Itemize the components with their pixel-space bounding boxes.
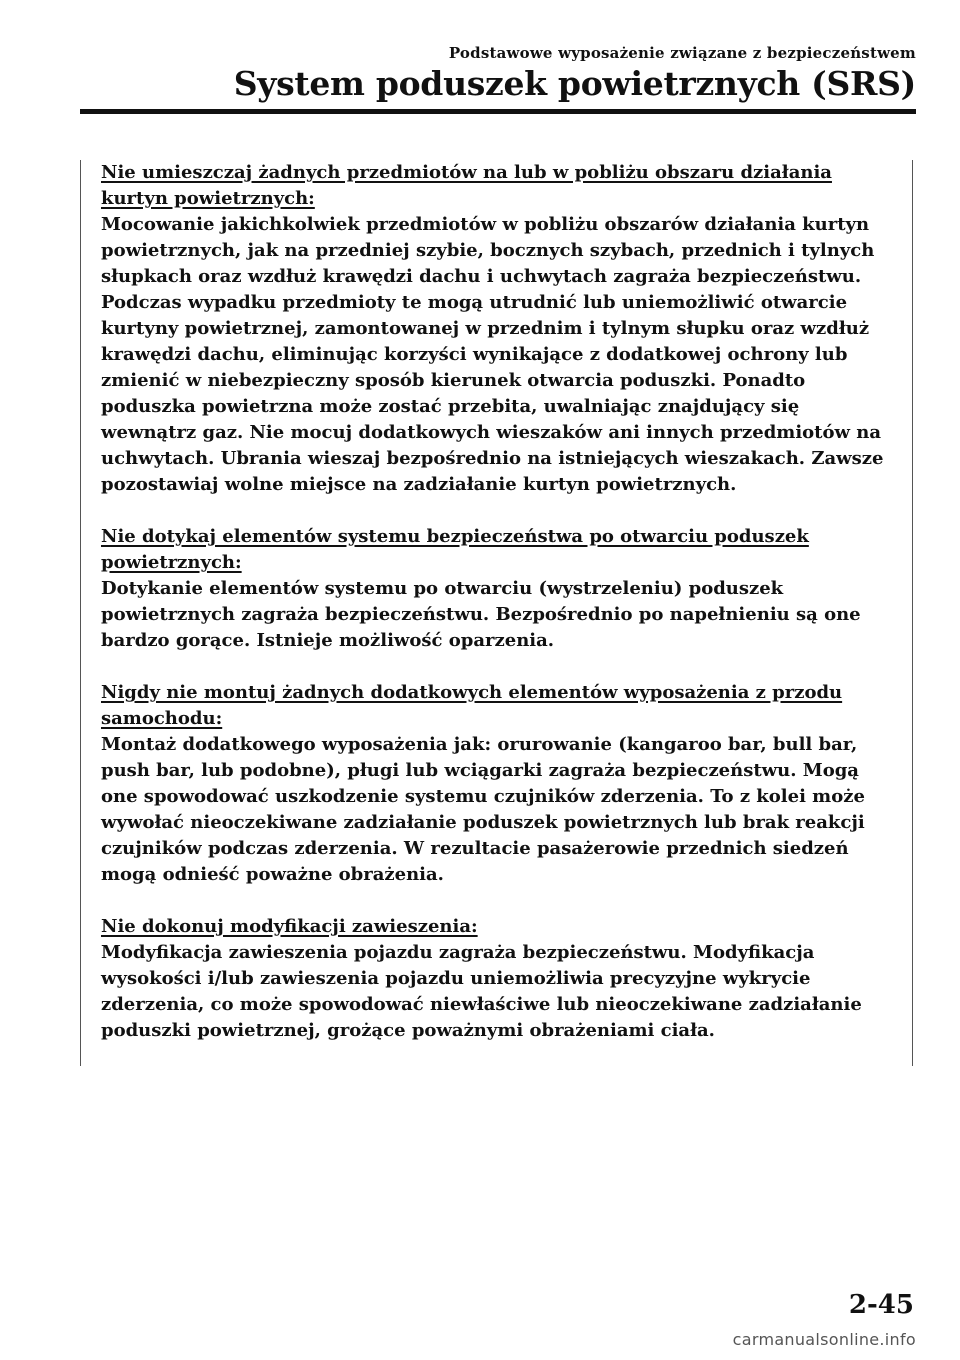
section-heading: Nie dotykaj elementów systemu bezpieczeństwa po otwarciu poduszek powietrznych: [101,526,809,573]
section-front-accessories [101,680,891,888]
section-heading: Nie umieszczaj żadnych przedmiotów na lub w pobliżu obszaru działania kurtyn powietrznych: [101,162,832,209]
page-number: 2-45 [848,1290,914,1320]
section-heading: Nigdy nie montuj żadnych dodatkowych elementów wyposażenia z przodu samochodu: [101,682,843,729]
warning-content [101,160,891,1044]
section-body: Dotykanie elementów systemu po otwarciu (wystrzeleniu) poduszek powietrznych zagraża bezpieczeństwu. Bezpośrednio po napełnieniu są one bardzo gorące. Istnieje możliwość oparzenia. [101,578,861,651]
section-body: Mocowanie jakichkolwiek przedmiotów w pobliżu obszarów działania kurtyn powietrznych, jak na przedniej szybie, bocznych szybach, przednich i tylnych słupkach oraz wzdłuż krawędzi dachu i uchwytach zagraża bezpieczeństwu. Podczas wypadku przedmioty te mogą utrudnić lub uniemożliwić otwarcie kurtyny powietrznej, zamontowanej w przednim i tylnym słupku oraz wzdłuż krawędzi dachu, eliminując korzyści wynikające z dodatkowej ochrony lub zmienić w niebezpieczny sposób kierunek otwarcia poduszki. Ponadto poduszka powietrzna może zostać przebita, uwalniając znajdujący się wewnątrz gaz. Nie mocuj dodatkowych wieszaków ani innych przedmiotów na uchwytach. Ubrania wieszaj bezpośrednio na istniejących wieszakach. Zawsze pozostawiaj wolne miejsce na zadziałanie kurtyn powietrznych. [101,214,884,495]
section-suspension [101,914,891,1044]
header-subtitle: Podstawowe wyposażenie związane z bezpieczeństwem [448,44,916,62]
section-curtain-airbags [101,160,891,498]
header-title: System poduszek powietrznych (SRS) [233,64,916,103]
section-body: Montaż dodatkowego wyposażenia jak: orurowanie (kangaroo bar, bull bar, push bar, lub podobne), pługi lub wciągarki zagraża bezpieczeństwu. Mogą one spowodować uszkodzenie systemu czujników zderzenia. To z kolei może wywołać nieoczekiwane zadziałanie poduszek powietrznych lub brak reakcji czujników podczas zderzenia. W rezultacie pasażerowie przednich siedzeń mogą odnieść poważne obrażenia. [101,734,865,885]
section-after-deployment [101,524,891,654]
warning-box [80,160,913,1066]
header-divider [80,109,916,114]
section-heading: Nie dokonuj modyfikacji zawieszenia: [101,916,478,937]
section-body: Modyfikacja zawieszenia pojazdu zagraża bezpieczeństwu. Modyfikacja wysokości i/lub zawieszenia pojazdu uniemożliwia precyzyjne wykrycie zderzenia, co może spowodować niewłaściwe lub nieoczekiwane zadziałanie poduszki powietrznej, grożące poważnymi obrażeniami ciała. [101,942,862,1041]
watermark: carmanualsonline.info [732,1330,916,1349]
